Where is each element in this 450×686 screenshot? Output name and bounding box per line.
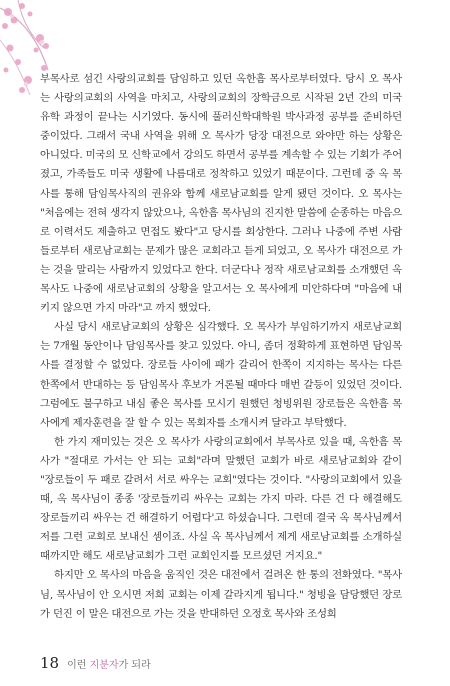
paragraph: 하지만 오 목사의 마음을 움직인 것은 대전에서 걸려온 한 통의 전화였다. "목사님, 목사님이 안 오시면 저희 교회는 이제 갈라지게 됩니다." 청빙을 담당했던 장로가 던진 이 말은 대전으로 가는 것을 반대하던 오정호 목사와 조성희 — [40, 569, 402, 620]
running-title-accent: 지분자 — [89, 660, 119, 671]
page-body-text — [40, 70, 402, 624]
running-title-suffix: 가 되라 — [118, 660, 151, 671]
paragraph: 부목사로 섬긴 사랑의교회를 담임하고 있던 옥한흠 목사로부터였다. 당시 오 목사는 사랑의교회의 사역을 마치고, 사랑의교회의 장학금으로 시작된 2년 간의 미국 유학 과정이 끝나는 시기였다. 동시에 풀러신학대학원 박사과정 공부를 준비하던 중이었다. 그래서 국내 사역을 위해 오 목사가 당장 대전으로 와야만 하는 상황은 아니었다. 미국의 모 신학교에서 강의도 하면서 공부를 계속할 수 있는 기회가 주어졌고, 가족들도 미국 생활에 나름대로 정착하고 있었기 때문이다. 그런데 중 옥 목사를 통해 담임목사직의 권유와 함께 새로남교회를 알게 됐던 것이다. 오 목사는 "처음에는 전혀 생각지 않았으나, 옥한흠 목사님의 진지한 말씀에 순종하는 마음으로 이력서도 제출하고 면접도 봤다"고 당시를 회상한다. 그러나 나중에 주변 사람들로부터 새로남교회는 문제가 많은 교회라고 듣게 되었고, 오 목사가 대전으로 가는 것을 말리는 사람까지 있었다고 한다. 더군다나 정작 새로남교회를 소개했던 옥 목사도 나중에 새로남교회의 상황을 알고서는 오 목사에게 미안하다며 "마음에 내키지 않으면 가지 마라"고 까지 했었다. — [40, 73, 402, 315]
paragraph: 사실 당시 새로남교회의 상황은 심각했다. 오 목사가 부임하기까지 새로남교회는 7개월 동안이나 담임목사를 찾고 있었다. 아니, 좀더 정확하게 표현하면 담임목사를 결정할 수 없었다. 장로들 사이에 패가 갈리어 한쪽이 지지하는 목사는 다른 한쪽에서 반대하는 등 담임목사 후보가 거론될 때마다 매번 갈등이 있었던 것이다. 그럼에도 불구하고 내심 좋은 목사를 모시기 원했던 청빙위원 장로들은 옥한흠 목사에게 제자훈련을 잘 할 수 있는 목회자를 소개시켜 달라고 부탁했다. — [40, 321, 402, 429]
page-number: 18 — [40, 654, 60, 672]
paragraph: 한 가지 재미있는 것은 오 목사가 사랑의교회에서 부목사로 있을 때, 옥한흠 목사가 "절대로 가서는 안 되는 교회"라며 말했던 교회가 바로 새로남교회와 같이 "장로들이 두 패로 갈려서 서로 싸우는 교회"였다는 것이다. "사랑의교회에서 있을 때, 옥 목사님이 종종 '장로들끼리 싸우는 교회는 가지 마라. 다른 건 다 해결해도 장로들끼리 싸우는 건 해결하기 어렵다'고 하셨습니다. 그런데 결국 옥 목사님께서 저를 그런 교회로 보내신 셈이죠. 사실 옥 목사님께서 제게 새로남교회를 소개하실 때까지만 해도 새로남교회가 그런 교회인지를 모르셨던 거지요." — [40, 435, 402, 563]
page-footer — [40, 654, 151, 672]
running-title — [67, 656, 151, 671]
running-title-prefix: 이런 — [67, 660, 90, 671]
